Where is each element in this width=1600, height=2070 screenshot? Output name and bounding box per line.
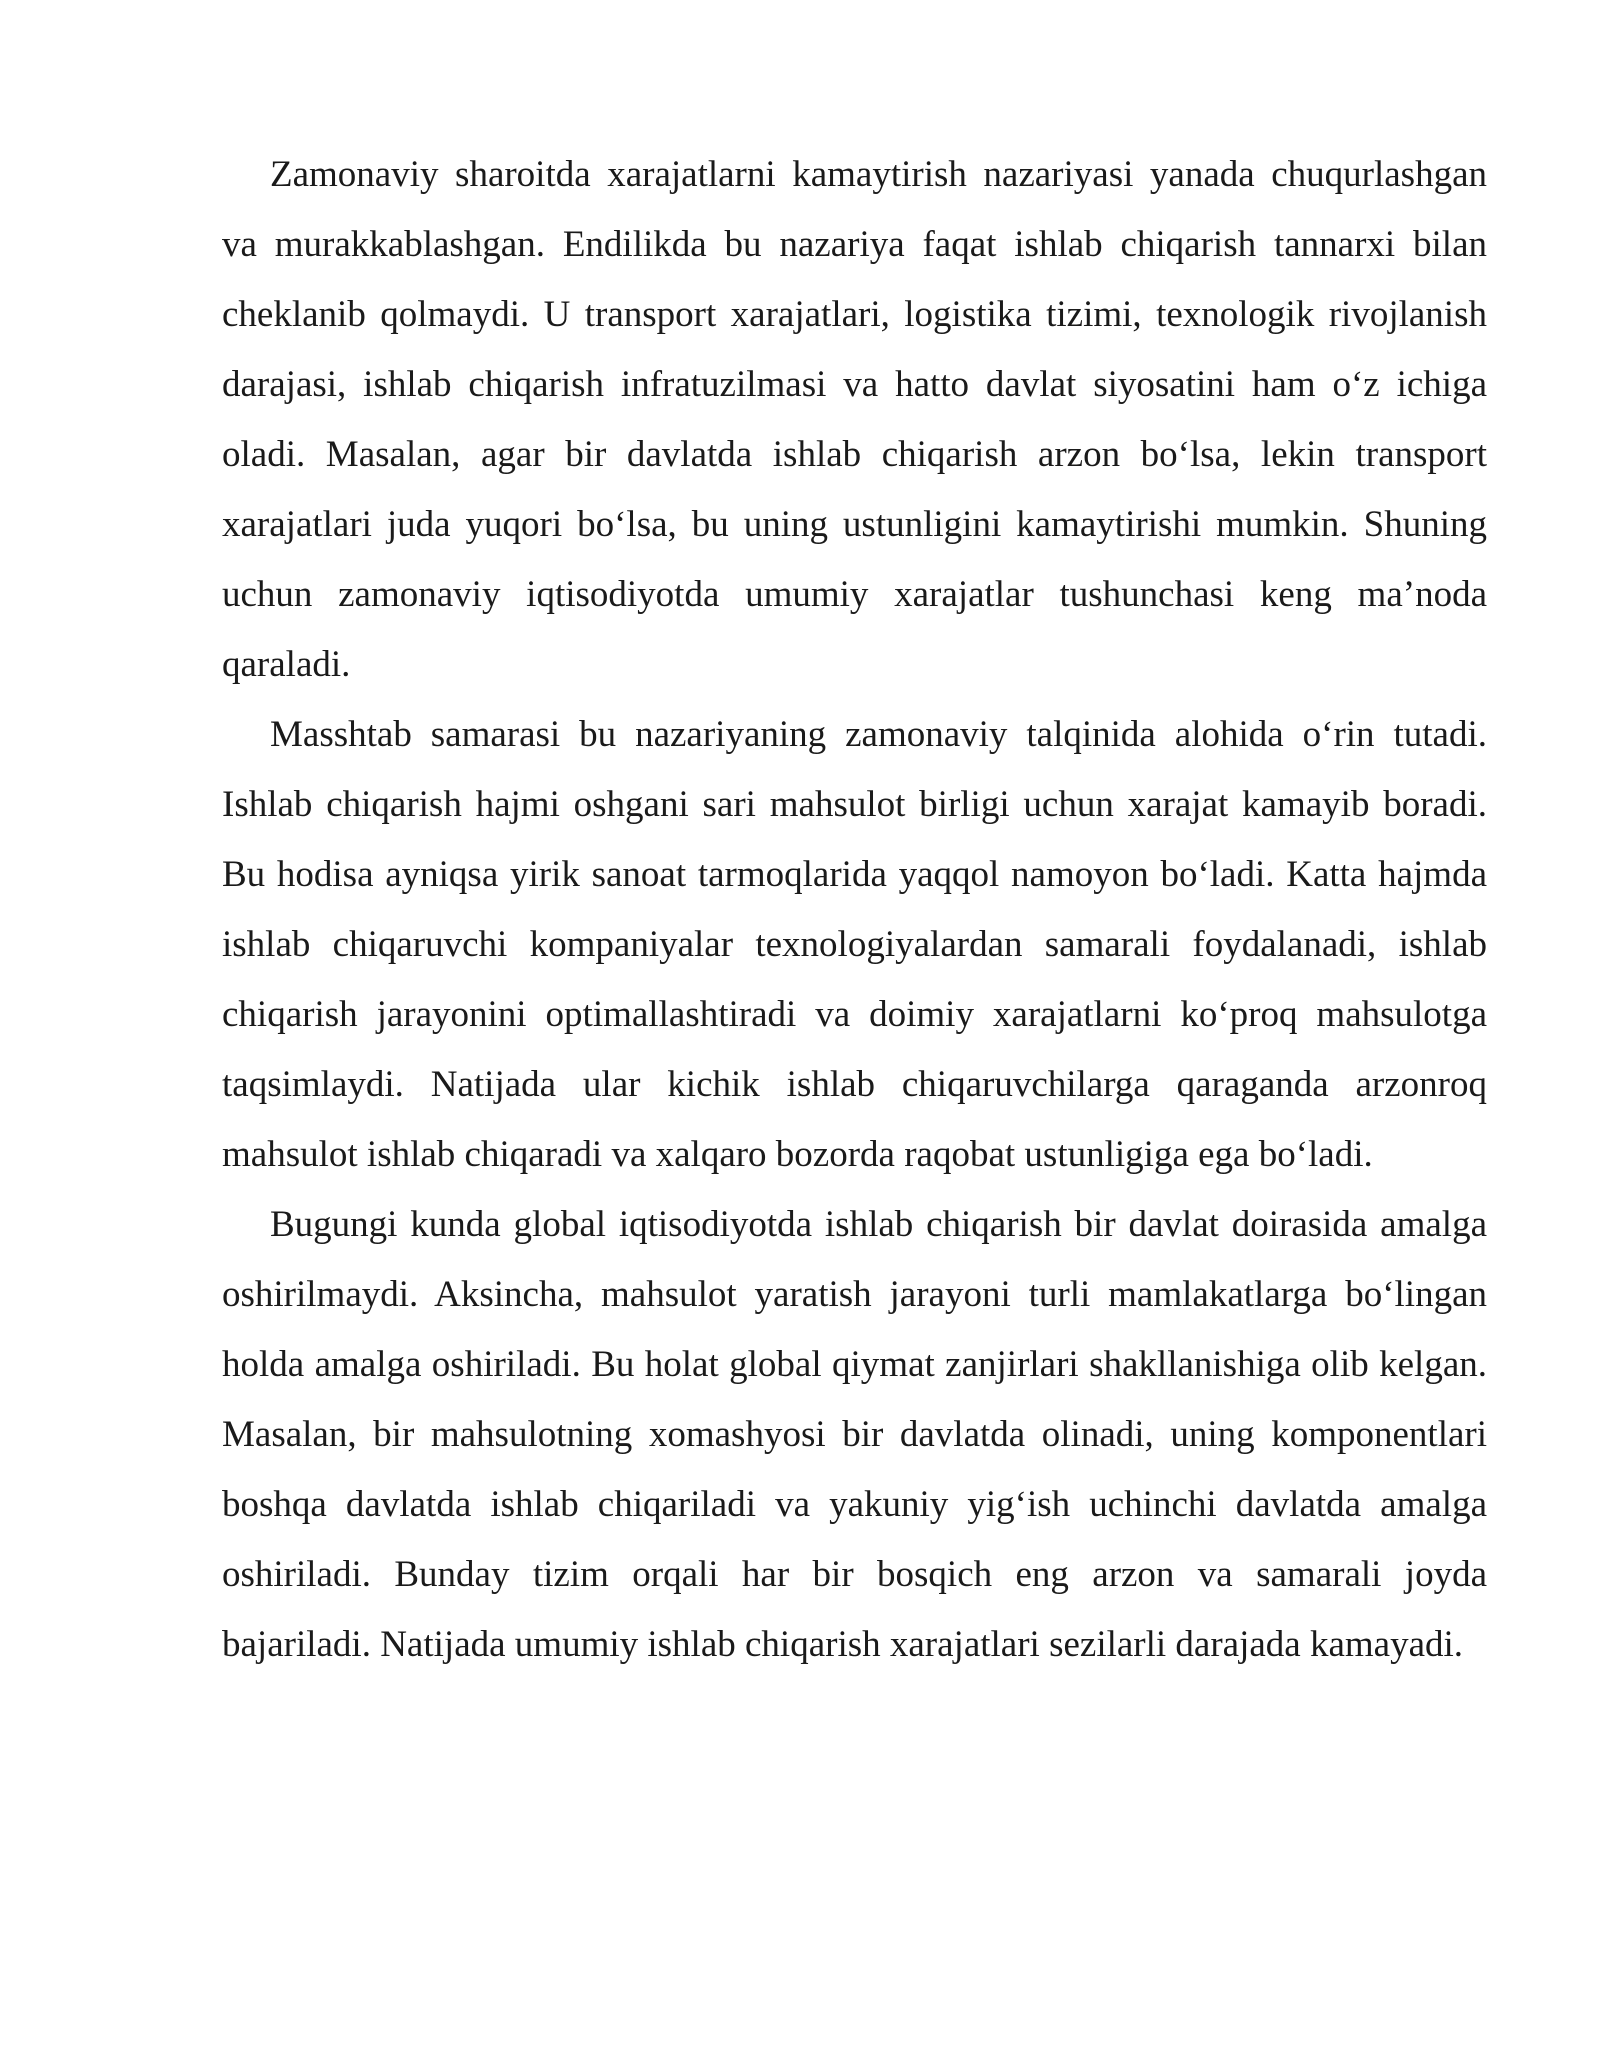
body-text <box>222 140 1487 1680</box>
paragraph-economies-of-scale: Masshtab samarasi bu nazariyaning zamonaviy talqinida alohida o‘rin tutadi. Ishlab chiqarish hajmi oshgani sari mahsulot birligi uchun xarajat kamayib boradi. Bu hodisa ayniqsa yirik sanoat tarmoqlarida yaqqol namoyon bo‘ladi. Katta hajmda ishlab chiqaruvchi kompaniyalar texnologiyalardan samarali foydalanadi, ishlab chiqarish jarayonini optimallashtiradi va doimiy xarajatlarni ko‘proq mahsulotga taqsimlaydi. Natijada ular kichik ishlab chiqaruvchilarga qaraganda arzonroq mahsulot ishlab chiqaradi va xalqaro bozorda raqobat ustunligiga ega bo‘ladi. <box>222 714 1487 1175</box>
paragraph-global-value-chains: Bugungi kunda global iqtisodiyotda ishlab chiqarish bir davlat doirasida amalga oshirilmaydi. Aksincha, mahsulot yaratish jarayoni turli mamlakatlarga bo‘lingan holda amalga oshiriladi. Bu holat global qiymat zanjirlari shakllanishiga olib kelgan. Masalan, bir mahsulotning xomashyosi bir davlatda olinadi, uning komponentlari boshqa davlatda ishlab chiqariladi va yakuniy yig‘ish uchinchi davlatda amalga oshiriladi. Bunday tizim orqali har bir bosqich eng arzon va samarali joyda bajariladi. Natijada umumiy ishlab chiqarish xarajatlari sezilarli darajada kamayadi. <box>222 1204 1487 1665</box>
paragraph-cost-reduction-theory: Zamonaviy sharoitda xarajatlarni kamaytirish nazariyasi yanada chuqurlashgan va murakkablashgan. Endilikda bu nazariya faqat ishlab chiqarish tannarxi bilan cheklanib qolmaydi. U transport xarajatlari, logistika tizimi, texnologik rivojlanish darajasi, ishlab chiqarish infratuzilmasi va hatto davlat siyosatini ham o‘z ichiga oladi. Masalan, agar bir davlatda ishlab chiqarish arzon bo‘lsa, lekin transport xarajatlari juda yuqori bo‘lsa, bu uning ustunligini kamaytirishi mumkin. Shuning uchun zamonaviy iqtisodiyotda umumiy xarajatlar tushunchasi keng ma’noda qaraladi. <box>222 154 1487 685</box>
